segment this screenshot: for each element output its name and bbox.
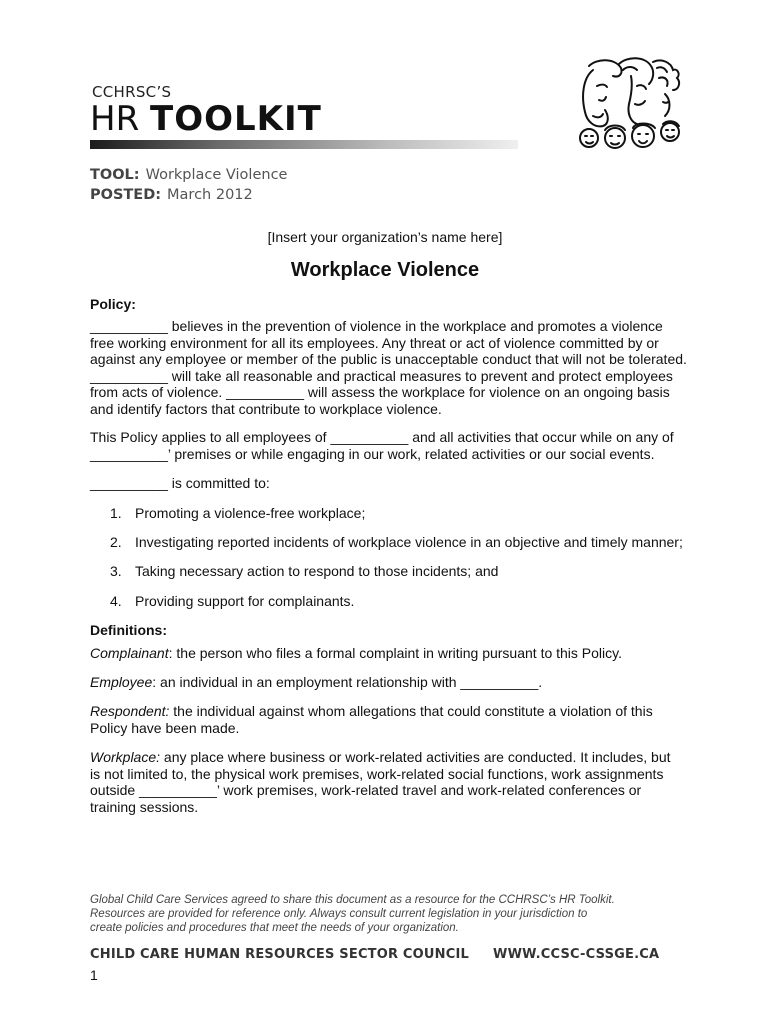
definition-text: the individual against whom allegations that could constitute a violation of this xyxy=(169,703,653,719)
list-number: 3. xyxy=(110,563,122,579)
definition-respondent xyxy=(90,703,690,736)
definitions-heading: Definitions: xyxy=(90,622,167,638)
list-text: Investigating reported incidents of workplace violence in an objective and timely manner; xyxy=(135,534,683,550)
toolkit-title-toolkit: TOOLKIT xyxy=(150,99,322,139)
definition-text: : an individual in an employment relationship with __________. xyxy=(152,674,543,690)
policy-p1-line: __________ will take all reasonable and practical measures to prevent and protect employees xyxy=(90,367,673,384)
definition-text: Policy have been made. xyxy=(90,719,240,736)
list-item xyxy=(110,534,710,550)
policy-paragraph-2 xyxy=(90,429,690,462)
list-text: Providing support for complainants. xyxy=(135,593,355,609)
page-number: 1 xyxy=(90,967,98,983)
website-link[interactable]: WWW.CCSC-CSSGE.CA xyxy=(493,947,660,962)
policy-p2-line: __________’ premises or while engaging in our work, related activities or our social events. xyxy=(90,445,655,462)
list-text: Promoting a violence-free workplace; xyxy=(135,505,366,521)
policy-p1-line: against any employee or member of the public is unacceptable conduct that will not be tolerated. xyxy=(90,351,687,367)
tool-line xyxy=(90,167,287,183)
toolkit-title xyxy=(90,99,322,139)
policy-p1-line: __________ believes in the prevention of violence in the workplace and promotes a violence xyxy=(90,318,663,334)
committed-line: __________ is committed to: xyxy=(90,475,270,491)
definition-complainant xyxy=(90,645,690,662)
definition-term: Employee xyxy=(90,674,153,690)
definition-term: Respondent: xyxy=(90,703,170,719)
footer-disclaimer-line: Resources are provided for reference only. Always consult current legislation in your jurisdiction to xyxy=(90,908,588,920)
list-number: 2. xyxy=(110,534,122,550)
tool-label: TOOL: xyxy=(90,167,140,183)
policy-p1-line: from acts of violence. __________ will assess the workplace for violence on an ongoing basis xyxy=(90,384,670,400)
definition-term: Complainant xyxy=(90,645,169,661)
toolkit-title-hr: HR xyxy=(90,99,140,139)
footer-disclaimer xyxy=(90,893,690,935)
definition-text: training sessions. xyxy=(90,798,199,815)
policy-p1-line: and identify factors that contribute to workplace violence. xyxy=(90,400,442,417)
policy-p2-line: This Policy applies to all employees of __________ and all activities that occur while on any of xyxy=(90,429,674,445)
posted-value: March 2012 xyxy=(167,187,253,203)
policy-paragraph-1 xyxy=(90,318,690,417)
list-text: Taking necessary action to respond to those incidents; and xyxy=(135,563,499,579)
definition-text: any place where business or work-related activities are conducted. It includes, but xyxy=(160,749,671,765)
posted-label: POSTED: xyxy=(90,187,162,203)
definition-text: : the person who files a formal complaint in writing pursuant to this Policy. xyxy=(168,645,623,661)
definition-term: Workplace: xyxy=(90,749,161,765)
policy-p1-line: free working environment for all its employees. Any threat or act of violence committed by or xyxy=(90,334,659,351)
document-title: Workplace Violence xyxy=(290,259,480,281)
org-name-placeholder: [Insert your organization’s name here] xyxy=(267,229,503,245)
list-item xyxy=(110,563,710,579)
toolkit-kicker: CCHRSC’S xyxy=(92,83,172,101)
footer-disclaimer-line: create policies and procedures that meet the needs of your organization. xyxy=(90,922,459,934)
header-gradient-bar xyxy=(90,140,518,149)
list-item xyxy=(110,505,710,521)
policy-heading: Policy: xyxy=(90,296,136,312)
footer-bar xyxy=(90,947,659,962)
tool-value: Workplace Violence xyxy=(145,167,288,183)
definition-workplace xyxy=(90,749,690,815)
definition-text: outside __________’ work premises, work-related travel and work-related conferences or xyxy=(90,782,642,798)
footer-disclaimer-line: Global Child Care Services agreed to share this document as a resource for the CCHRSC’s HR Toolkit. xyxy=(90,894,615,906)
definition-text: is not limited to, the physical work premises, work-related social functions, work assignments xyxy=(90,765,664,782)
list-number: 4. xyxy=(110,593,122,609)
posted-line xyxy=(90,187,253,203)
faces-illustration-icon xyxy=(575,56,685,152)
definition-employee xyxy=(90,674,690,691)
list-item xyxy=(110,593,710,609)
council-name: CHILD CARE HUMAN RESOURCES SECTOR COUNCIL xyxy=(90,947,470,962)
list-number: 1. xyxy=(110,505,122,521)
